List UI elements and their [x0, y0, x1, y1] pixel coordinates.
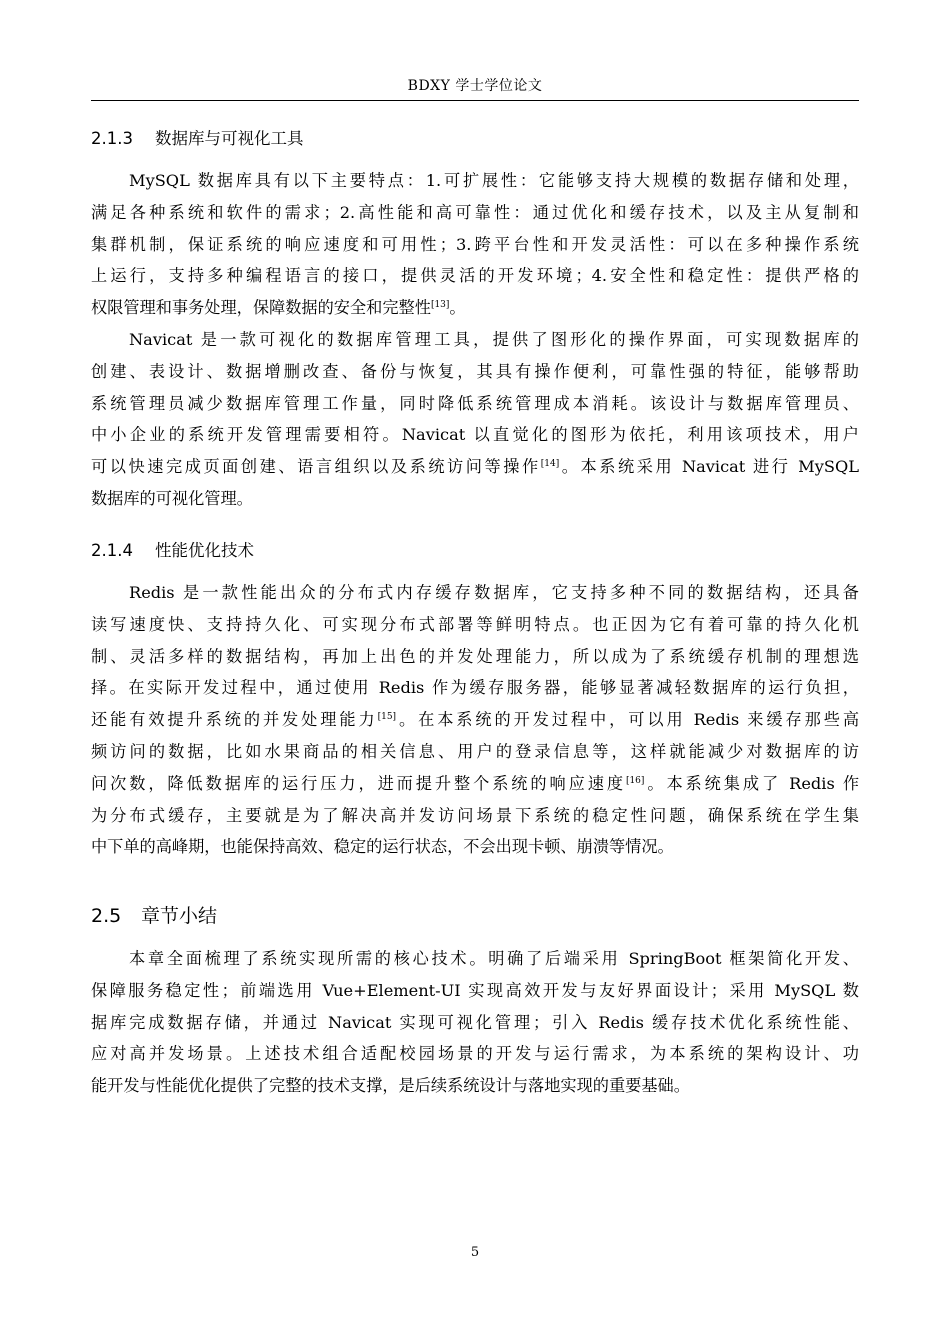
text-line: 读写速度快、支持持久化、可实现分布式部署等鲜明特点。也正因为它有着可靠的持久化机	[91, 614, 859, 634]
section-number: 2.1.4	[91, 541, 133, 560]
text-run: 。	[449, 298, 466, 318]
text-line: 择。在实际开发过程中，通过使用 Redis 作为缓存服务器，能够显著减轻数据库的运行负担，	[91, 678, 859, 698]
text-line: MySQL 数据库具有以下主要特点：1.可扩展性：它能够支持大规模的数据存储和处理，	[129, 171, 859, 190]
text-run: 。本系统采用 Navicat 进行 MySQL	[559, 457, 859, 477]
text-run: 。在本系统的开发过程中，可以用 Redis 来缓存那些高	[396, 710, 859, 730]
text-line: 本章全面梳理了系统实现所需的核心技术。明确了后端采用 SpringBoot 框架简化开发、	[129, 949, 859, 968]
text-run: 。本系统集成了 Redis 作	[644, 773, 859, 793]
text-run: 问次数，降低数据库的运行压力，进而提升整个系统的响应速度	[91, 773, 626, 793]
text-line	[91, 292, 859, 324]
text-line: 保障服务稳定性；前端选用 Vue+Element-UI 实现高效开发与友好界面设计；采用 MySQL 数	[91, 980, 859, 1000]
citation-14: [14]	[540, 459, 560, 470]
paragraph-summary	[91, 943, 859, 1102]
citation-15: [15]	[377, 712, 397, 723]
section-heading-2-5	[91, 902, 217, 930]
paragraph-redis	[91, 577, 859, 863]
section-title: 性能优化技术	[155, 541, 254, 560]
text-line: Redis 是一款性能出众的分布式内存缓存数据库，它支持多种不同的数据结构，还具备	[129, 583, 859, 602]
section-heading-2-1-4	[91, 539, 254, 563]
section-number: 2.1.3	[91, 129, 133, 148]
text-line: 中小企业的系统开发管理需要相符。Navicat 以直觉化的图形为依托，利用该项技术，用户	[91, 425, 859, 445]
citation-13: [13]	[430, 300, 450, 311]
text-line: Navicat 是一款可视化的数据库管理工具，提供了图形化的操作界面，可实现数据库的	[129, 330, 859, 349]
text-line: 数据库的可视化管理。	[91, 488, 253, 508]
section-number: 2.5	[91, 905, 122, 927]
text-line: 据库完成数据存储，并通过 Navicat 实现可视化管理；引入 Redis 缓存技术优化系统性能、	[91, 1012, 859, 1032]
text-line	[91, 451, 859, 483]
text-line: 能开发与性能优化提供了完整的技术支撑，是后续系统设计与落地实现的重要基础。	[91, 1076, 690, 1096]
running-header: BDXY 学士学位论文	[407, 78, 543, 94]
text-run: 可以快速完成页面创建、语言组织以及系统访问等操作	[91, 457, 541, 477]
text-line: 系统管理员减少数据库管理工作量，同时降低系统管理成本消耗。该设计与数据库管理员、	[91, 393, 859, 413]
paragraph-mysql	[91, 165, 859, 324]
header-rule	[91, 100, 859, 101]
text-line	[91, 704, 859, 736]
text-run: 权限管理和事务处理，保障数据的安全和完整性	[91, 298, 431, 318]
section-title: 数据库与可视化工具	[155, 129, 304, 148]
citation-16: [16]	[625, 775, 645, 786]
text-run: 还能有效提升系统的并发处理能力	[91, 710, 378, 730]
paragraph-navicat	[91, 324, 859, 515]
text-line: 满足各种系统和软件的需求；2.高性能和高可靠性：通过优化和缓存技术，以及主从复制和	[91, 202, 859, 222]
text-line: 中下单的高峰期，也能保持高效、稳定的运行状态，不会出现卡顿、崩溃等情况。	[91, 837, 674, 857]
text-line: 创建、表设计、数据增删改查、备份与恢复，其具有操作便利，可靠性强的特征，能够帮助	[91, 361, 859, 381]
text-line	[91, 768, 859, 800]
section-heading-2-1-3	[91, 127, 304, 151]
text-line: 上运行，支持多种编程语言的接口，提供灵活的开发环境；4.安全性和稳定性：提供严格的	[91, 266, 859, 286]
text-line: 为分布式缓存，主要就是为了解决高并发访问场景下系统的稳定性问题，确保系统在学生集	[91, 805, 859, 825]
section-title: 章节小结	[141, 905, 218, 927]
text-line: 应对高并发场景。上述技术组合适配校园场景的开发与运行需求，为本系统的架构设计、功	[91, 1044, 859, 1064]
text-line: 频访问的数据，比如水果商品的相关信息、用户的登录信息等，这样就能减少对数据库的访	[91, 741, 859, 761]
text-line: 制、灵活多样的数据结构，再加上出色的并发处理能力，所以成为了系统缓存机制的理想选	[91, 646, 859, 666]
page-number: 5	[470, 1245, 480, 1260]
text-line: 集群机制，保证系统的响应速度和可用性；3.跨平台性和开发灵活性：可以在多种操作系统	[91, 234, 859, 254]
